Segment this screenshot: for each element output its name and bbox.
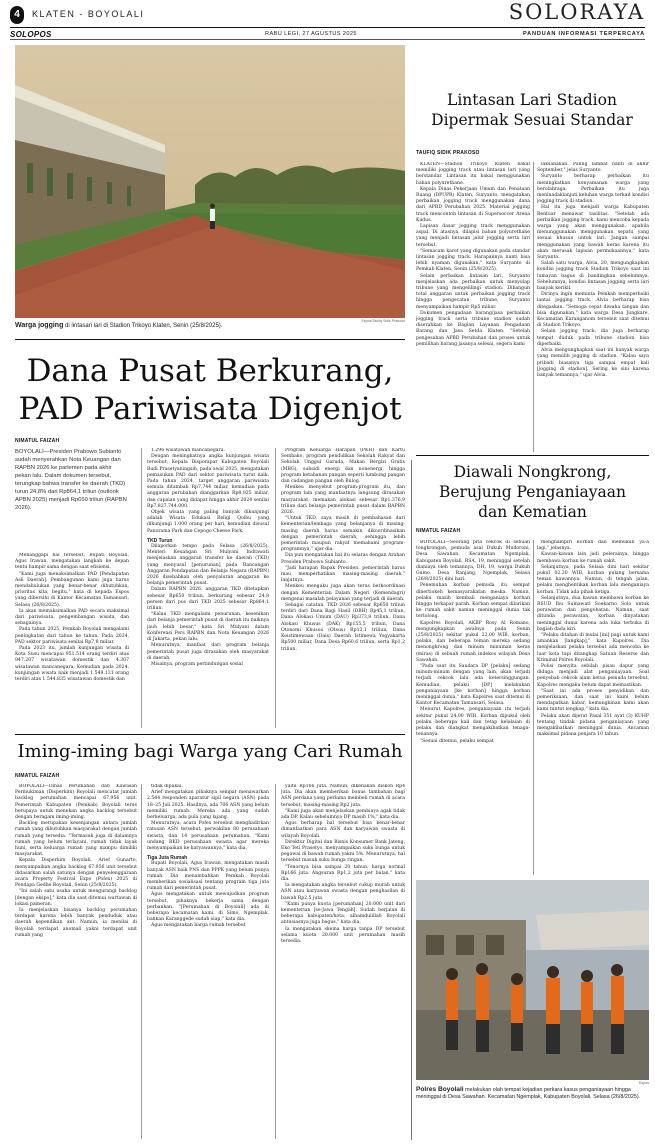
photo-caption-bold: Warga jogging — [15, 322, 64, 329]
article-stadion-rule — [416, 455, 649, 456]
article-pad-title — [15, 352, 405, 428]
masthead-rule-bottom — [10, 39, 645, 40]
photo2-caption-bold: Polres Boyolali — [416, 1086, 464, 1093]
article-rumah-col1: BOYOLALI—Dinas Perumahan dan Kawasan Permukiman (Disperkim) Boyolali mencatat jumlah backlog perumahan mencapai 67.956 unit. Pemerintah Kabupaten (Pemkab) Boyolali terus berupaya untuk menekan angka backlog tersebut dengan beragam iming-iming. Backlog merupakan kesenjangan antara jumlah rumah yang dibutuhkan masyarakat dengan jumlah rumah yang tersedia. "Termasuk juga di dalamnya rumah yang belum terlayani, rumah tidak layak huni, serta keluarga rumah yang mampu dimiliki masyarakat. Kepala Disperkim Boyolali, Arief Gunarto, menyampaikan angka backlog 67.956 unit tersebut didasarkan salah satunya dengan penyelenggaraan acara Property Festival Expo (Pofex) 2025 di Pendapa Gedhe Boyolali, Senin (25/8/2025). "Ini salah satu usaha untuk mengurangi backlog [dengan ekspo]," kata dia saat ditemui wartawan di lokasi pameran. Ia menjelaskan bisanya backlog perumahan terdapat karena lebih banyak penduduk atau daerah kependikan ant. Namun, ia menilai di Boyolali terdapat anomali yakni terdapat unit rumah yang — [15, 784, 137, 938]
article-stadion-title: Lintasan Lari Stadion Dipermak Sesuai Standar — [431, 91, 633, 129]
police-photo — [416, 880, 649, 1080]
column-divider — [275, 448, 276, 728]
column-divider — [141, 448, 142, 728]
page-number-badge: 4 — [10, 6, 24, 24]
photo2-caption-text: melakukan olah tempat kejadian perkara kasus penganiayaan hingga meninggal di Desa Sawahan. Kecamatan Ngemplak, Kabupaten Boyolali, Selasa (26/8/2025). — [416, 1087, 641, 1101]
article-pad-col3: Program Keluarga Harapan (PKH) dan Kartu Sembako, program pendidikan Sekolah Rakyat dan Sekolah Unggul Garuda, Makan Bergizi Gratis (MBG), subsidi energi dan nonenergi, hingga program ketahanan pangan seperti lumbung pangan dan cadangan pangan oleh Bulog. Menkeu menyebut program-program itu, dan program lain yang manfaatnya langsung dirasakan masyarakat, memakan alokasi sebesar Rp1.376,9 triliun dari belanja pemerintah pusat dalam RAPBN 2026. "Untuk TKD, saya masih di pembahasan dari kementerian/lembaga yang belanjanya di masing-masing daerah harus semakin dikoordinasikan dengan pemerintah daerah, sehingga lebih pemerintah maupun rakyat memahami program-programnya," ujar dia. Dia pun mengatakan hal itu selaras dengan Arahan Presiden Prabowo Subianto. "Jadi harapan Bapak Presiden, pemerintah harus mau memperhatikan masing-masing daerah," lanjutnya. Menkeu mengaku juga akan terus berkoordinasi dengan Kementerian Dalam Negeri (Kemendagri) mengenai masalah pelayanan yang terjadi di daerah. Sebagai catatan, TKD 2026 sebesar Rp650 triliun terdiri dari Dana Bagi Hasil (DBH) Rp45,1 triliun, Dana Alokasi Umum (DAU) Rp373,8 triliun, Dana Alokasi Khusus (DAK) Rp155,5 triliun, Dana Otonomi Khusus (Otsus) Rp13,1 triliun, Dana Keistimewaan (Dais) Daerah Istimewa Yogyakarta Rp500 miliar, Dana Desa Rp60,6 triliun, serta Rp1,2 triliun. — [281, 448, 405, 652]
solopos-logo: SOLOPOS — [10, 30, 52, 39]
article-diawali-title-line1: Diawali Nongkrong, — [453, 463, 612, 481]
photo2-credit: Espos — [639, 1081, 649, 1085]
subhead-tkd-turun: TKD Turun — [147, 537, 173, 544]
caption-rule — [15, 339, 405, 340]
article-rumah-col3: yaitu Rp166 juta. Namun, dikenakan diskon Rp4 juta. Dia akan memberikan bonus tambahan bagi ASN perdana yang perlama membeli rumah di acara tersebut, masing-masing Rp2 juta. "Kami juga akan menjelaskan pembiaya agak tidak ada DP. Kalau sebelumnya DP masih 1%," kata dia. Agus berharap hal tersebut bisa benar-benar dimanfaatkan para ASN dan karyawan swasta di wilayah Boyolali. Direktur Digital dan Bisnis Konsumer Bank Jateng, Eko Teti Prasetyo, menyampaikan suku bunga untuk pegawai di bawah rumah yakni 5%. Menurutnya, hal tersebut masuk suku bunga ringan. "Tenornya bisa sampai 20 tahun, harga normal Rp166 juta. Angsuran Rp1,2 juta per bulan," kata dia. Ia mengatakan angka tersebut cukup murah untuk ASN atau karyawan swasta dengan penghasilan di bawah Rp2,5 juta. "Kami punya kuota [perumahan] 20.000 unit dari kementerian [se-Jawa Tengah]. Sudah berjalan di beberapa kabupaten/kota, alhamdulillah Boyolali antusiasnya juga bagus," kata dia. Ia mengatakan skema harga tanpa DP tersebut selama kuota 20.000 unit perumahan masih tersedia. — [281, 784, 405, 945]
column-divider — [533, 540, 534, 875]
photo2-caption — [416, 1086, 649, 1102]
article-pad-title-line2: PAD Pariwisata Digenjot — [18, 391, 402, 427]
article-pad-summary: BOYOLALI—Presiden Prabowo Subianto sudah menyerahkan Nota Keuangan dan RAPBN 2026 ke parlemen pada akhir pekan lalu. Dalam dokumen tersebut, terungkap bahwa transfer ke daerah (TKD) turun 24,8% dari Rp864,1 triliun (outlook APBN 2025) menjadi Rp650 triliun (RAPBN 2026). — [15, 449, 127, 511]
article-diawali-title-line2: Berujung Penganiayaan — [438, 483, 627, 501]
masthead-rule — [10, 27, 645, 28]
section-label: KLATEN - BOYOLALI — [32, 9, 145, 19]
article-diawali-col2: menghampiri korban dan memukuli ya-a lagi," jelasnya. Kawan-kawan lain jadi pelerainya, hingga membawa korban ke rumah sakit. Selanjutnya, pada Selasa dini hari sekitar pukul 02.30 WIB, korban pulang bersama teman kawannya. Namun, di tengah jalan, pelaku menghentikan korban lalu menganiaya korban. Tidak ada pihak ketiga. Selanjutnya, dua kawan membawa korban ke RSUD Ibu Sumawati Soekarno Solo untuk perawatan dan pengobatan. Namun, saat ditunda perawatan, korban dinyatakan meninggal dunia karena ada luka terbuka di bagian dada kiri. "Pelaku ditahan di mulai [ini] pagi untuk kami amankan [langkap]," kata Kapolres. Dia menjelaskan pelaku tersebut ada mencoba ke luar kota tapi ditangkap Satuan Reserse dan Kriminal Polres Boyolali. Polisi menyita sebilah pisau dapur yang diduga menjadi alat penganiayaan. Soal penyebab cekcok alam ketua pemuda tersebut, Kapolres mengaku belum dapat memastikan. "Saat ini ada proses penyidikan dan pemeriksaan, dan saat ini kami belum mendapatkan kabar, kemungkinan kami akan kami tuntut lengkap," kata dia. Pelaku akan dijerat Pasal 351 ayat (3) KUHP tentang tindak pidana penganiayaan yang mengakibatkan meninggal dunia. Ancaman maksimal pidana penjara 10 tahun. — [537, 540, 649, 738]
article-diawali-col1: BOYOLALI—Seorang pria cekcok di sebuah tongkrongan, pemuda asal Dukuh Mudoroni, Desa Sawahan, Kecamatan Ngemplak, Kabupaten Boyolali, RSA, 19, meninggal setelah dianiaya oleh temannya, DH, 19, warga Dukuh Gumo, Desa Ranjang, Ngemplak, Selasa (26/8/2025) dini hari. Penemuhan korban pemuda itu sempat dinertiokeh kemasyarakatan meska. Namun, pelaku masih kembali menganiaya korban hingga terkapar parah. Korban sempat dilarikan ke rumah sakit namun meninggal dunia tak tertolong. Kapolres Boyolali, AKBP Rosy Al Romano, mengungkapkan awalnya pada Senin (25/8/2025) sekitar pukul 22.00 WIB, korban, pelaku, dan beberapa teman mereka sedang menongkrong dan minum minuman keras (miras) di sebuah rumah indekos wilayah Desa Sawahan. "Pada saat itu Saudara DP [pelaku] sedang minum-minum dengan yang lain, akan terjadi terjadi cekcok lalu ada ketersinggungan. Kemudian, pelaku [DP] melakukan penganiayaan [ke korban] hingga korban meninggal dunia," kata Kapolres saat ditemui di Kantor Kecamatan Tamansari, Selasa. Menurut Kapolres, penganiayaan itu terjadi sekitar pukul 24.00 WIB. Korban dipukul oleh pelaku beberapa kali dan tetap kelalaian di pelaku dan diangkat mengakibatkan tenaga-tenannya. "Sesuai ditemui, pelaku sempat — [416, 540, 530, 744]
column-divider — [533, 162, 534, 452]
section-divider — [411, 460, 412, 1140]
article-pad-rule — [15, 734, 405, 735]
article-pad-col1: Menanggapi hal tersebut, Bupati Boyolali, Agus Irawan, mengatakan langkah ke depan tentu hampir sama dengan saat efisiensi. "Kami juga menaksimalkan PAD [Pendapatan Asli Daerah]. Pembangunan kami juga harus mendahulukan yang benar-benar dibutuhkan, prioritas kita, begitu," kata di kepada Espos yang dibersihi di Kantor Kecamatan Tamansari, Selasa (26/8/2025). Ia akan memaksimalkan PAD secara maksimal dari pariwisata, pengembangan wisata, dan sebagainya. Pada tahun 2025, Pemkab Boyolali mengalami peningkatan dari tahun ke tahun. Pada 2024, PAD sektor pariwisata senilai Rp7,8 miliar. Pada 2023 itu, jumlah kunjungan wisata di Kota Susu mencapai 951.514 orang terdiri atas 947.207 wisatawan domestik dan 4.307 wisatawan mancanegara. Kemudian pada 2024, kunjungan wisata naik menjadi 1.549.131 orang terdiri atas 1.544.835 wisatawan domestik dan — [15, 553, 129, 683]
article-diawali-byline: NIMATUL FAIZAH — [416, 528, 461, 534]
article-pad-title-line1: Dana Pusat Berkurang, — [26, 353, 394, 389]
brand-name: SOLORAYA — [508, 0, 645, 24]
subhead-tiga-juta-rumah: Tiga Juta Rumah — [147, 855, 188, 862]
tagline: PANDUAN INFORMASI TERPERCAYA — [523, 31, 645, 37]
article-rumah-title: Iming-iming bagi Warga yang Cari Rumah — [17, 741, 403, 762]
article-stadion-col1: KLATEN—Stadion Trikoyo Klaten bakal memiliki jogging track atau lintasan lari yang berstandar. Lintasan itu bakal menggunakan bahan polyurethane. Kepala Dinas Pekerjaan Umum dan Penataan Ruang (DPUPR) Klaten, Suryanto, mengatakan perbaikan jogging track menggunakan dana dari APBD Perubahan 2025. Material jogging track mencontoh lintasan di Supersoccer Arena Kudus. Lapisan dasar jogging track menggunakan aspal. Di atasnya, dilapisi bahan polyurethane yang menjadi lintasan jalur jogging serta lari tersebut. "Semacam karet yang digunakan pada standar lintasan jogging track. Harapannya nanti bisa lebih nyaman digunakan," kata Suryanto di Pemkab Klaten, Senin (25/8/2025). Selain perbaikan lintasan lari, Suryanto menjelaskan ada perbaikan untuk menyulap tribune yang mengelilingi stadion. Dibangun total anggaran untuk perbaikan jogging track hingga pengecatan tribune, Suryanto menyampaikan hampir Rp5 miliar. Dokumen pengadaan barang/jasa perbaikan jogging track serta tribune stadion sudah diserahkan ke Bagian Layanan Pengadaan Barang dan Jasa Setda Klaten. "Setelah pengesahan APBD Perubahan dan proses untuk pemilihan barang jasanya selesai, segera kami — [416, 162, 530, 347]
photo-caption — [15, 322, 405, 330]
stadium-photo — [15, 45, 405, 318]
article-stadion-col2: laksanakan. Paling lambat nanti di akhir September," jelas Suryanto. Suryanto berharap perbaikan itu meningkatkan kenyamanan warga yang berolahraga. Perbaikan itu juga meninadaklanjuti keluhan warga terkait kondisi jogging track di stadion. Hal itu juga menjadi warga Kabupaten Bentuar menawar tasilitas. "Setelah ada perbaikan jogging track, kami mencoba kepada warga yang akan menggunakan, apabila menunggunakan menggunakan sepatu yang sesuai khusus untuk lari. Jangan sampai menggunakan yang bawah keras karena itu akan merusak lapisan permukaannya," kata Suryanto. Salah satu warga, Alvia, 20, mengungkapkan kondisi jogging track Stadion Trikoyo saat ini lumayan bagus di bandingkan sebelumnya. Sebelumnya, kondisi lintasan jogging serta lari banyak kerikil. Dirinya ingin meminta Pemkab memperbaiki lantai jogging track. Alvia berharap bisa ditegaskan. "Semoga cepat diwaha tangan dan bisa digunakan," kata warga Desa Jungkare, Kecamatan Karanganom tersebut saat ditemui di Stadion Trikoyo. Selain jogging track, dia juga berharap tempat duduk pada tribune stadion bisa diperbaiki. Alvia mengungkapkan saat ini banyak warga yang memilih jogging di stadion. "Kalau saya pribadi biasanya tiga sampai empat kali [jogging di stadion]. Sering ke sini karena banyak temannya," ujar Alvia. — [537, 162, 649, 378]
issue-date: RABU LEGI, 27 AGUSTUS 2025 — [265, 31, 357, 37]
article-pad-byline: NIMATUL FAIZAH — [15, 438, 60, 444]
photo-caption-text: di lintasan lari di Stadion Trikoyo Klaten, Senin (25/8/2025). — [65, 323, 223, 329]
article-diawali-title — [416, 462, 649, 522]
column-divider — [275, 784, 276, 1139]
column-divider — [141, 784, 142, 1139]
article-rumah-col2: tidak dipakai. Arief mengatakan pihaknya sempat menawarkan 2.544 responden aparatur sipil negara (ASN) pada 18–25 Juli 2025. Hasilnya, ada 706 ASN yang belum memiliki rumah. Mereka ada yang sudah berkeluarga, ada pula yang lajang. Menurutnya, acara Pofex tersebut menghadirkan ratusan ASN tersebut, perwakilan 80 perusahaan swasta, dan 14 perusahaan perumahan. "Kami undang BKD perusahaan swasta agar mereka menyampaikan ke karyawannya," kata dia. Tiga Juta Rumah Bupati Boyolali, Agus Irawan, mengatakan masih banyak ASN baik PNS dan PPPK yang belum punya rumah. Dia menambahkan Pemkab Boyolali memberikan sosialisasi tentang program tiga juta rumah dari pemerintah pusat. Agus mengatakan untuk mewujudkan program tersebut, pihaknya bekerja sama dengan perbankan. "[Perumahan di Boyolali] ada di beberapa kecamatan kami, di Simo, Ngemplak, bahkan Karanggede sudah siap," kata dia. Agus mengatakan harga rumah tersebut — [147, 784, 269, 929]
article-pad-col2: 1.296 wisatawan mancanegara. Dengan meningkatnya angka kunjungan wisata tersebut, Kepala Disporapar Kabupaten Boyolali Budi Prasetyaningsih, pada awal 2025, mengatakan pemasukan PAD dari sektor pariwisata turut naik. Pada tahun 2024, target anggaran pariwisata semula ditambah Rp7,744 miliar, kemudian pada anggaran perubahan dianggarkan Rp8,925 miliar, dan capaian yang didapat hingga akhir 2024 senilai Rp7.827.744.000. Objek wisata yang paling banyak dikunjungi adalah Wisata Edukasi Religi Qolbu yang dikunjungi 1.000 orang per hari, kemudian disusul Panorama Park dan Cepogo Cheese Park. TKD Turun Dilaporkan tempo pada Selasa (26/8/2025), Menteri Keuangan Sri Mulyani Indrawati menjelaskan anggaran transfer ke daerah (TKD) yang menyusul [penurunan] pada Rancangan Anggaran Pendapatan dan Belanja Negara (RAPBN) 2026 disebabkan oleh penyaluran anggaran ke belanja pemerintah pusat. Dalam RAPBN 2026, anggaran TKD ditetapkan sebesar Rp650 triliun, berkurang sebesar 24,8 persen dari pos dari TKD 2025 sebesar Rp864,1 triliun. "Kalau TKD mengalami penurunan, kesenikan dari belanja pemerintah pusat di daerah itu naiknya jauh lebih besar," kata Sri Mulyani dalam Konferensi Pers RAPBN dan Nota Keuangan 2026 di Jakarta, pekan lalu. Menurutnya, manfaat dari program belanja pemerintah pusat juga dirasakan oleh masyarakat di daerah. Misalnya, program pertindungan sosial — [147, 448, 269, 667]
photo-credit: Espos/Taufiq Sidik Prakoso — [361, 319, 405, 323]
article-rumah-byline: NIMATUL FAIZAH — [15, 773, 60, 779]
article-stadion-byline: TAUFIQ SIDIK PRAKOSO — [416, 150, 480, 156]
article-diawali-title-line3: dan Kematian — [478, 503, 587, 521]
